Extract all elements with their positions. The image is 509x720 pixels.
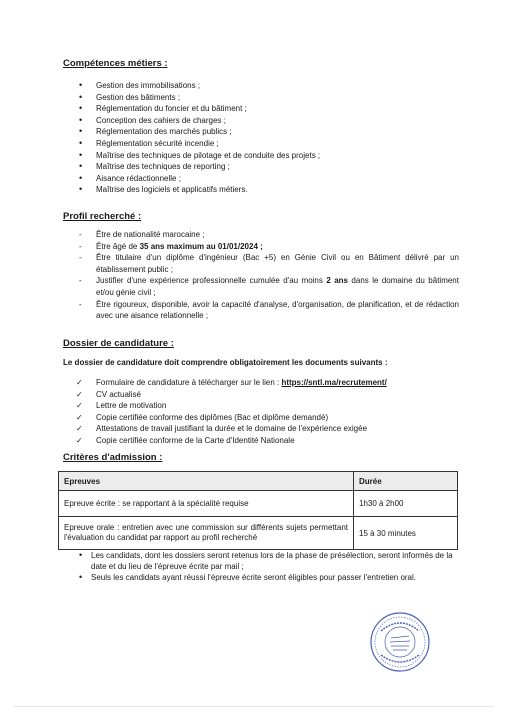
table-row [59, 491, 458, 517]
list-item: • Gestion des bâtiments ; [79, 92, 320, 104]
list-item: • Maîtrise des techniques de pilotage et de conduite des projets ; [79, 150, 320, 162]
list-item: - Être titulaire d'un diplôme d'ingénieur (Bac +5) en Génie Civil ou en Bâtiment délivré par un établissement public ; [79, 252, 459, 275]
table-row [59, 517, 458, 550]
table-header: Durée [354, 472, 458, 491]
competences-list [79, 80, 320, 196]
list-item: • Gestion des immobilisations ; [79, 80, 320, 92]
profil-title: Profil recherché : [63, 211, 142, 222]
dossier-list [76, 377, 456, 447]
list-item: - Être âgé de 35 ans maximum au 01/01/2024 ; [79, 241, 459, 253]
list-item: • Aisance rédactionnelle ; [79, 173, 320, 185]
table-cell: Epreuve orale : entretien avec une commission sur différents sujets permettant l'évaluation du candidat par rapport au profil recherché [59, 517, 354, 550]
list-item: ✓ CV actualisé [76, 389, 456, 401]
recruitment-link[interactable]: https://sntl.ma/recrutement/ [281, 378, 387, 387]
list-item: ✓ Copie certifiée conforme des diplômes (Bac et diplôme demandé) [76, 412, 456, 424]
table-header-row [59, 472, 458, 491]
list-item: • Réglementation du foncier et du bâtiment ; [79, 103, 320, 115]
list-item: - Être rigoureux, disponible, avoir la capacité d'analyse, d'organisation, de planification, et de rédaction avec une aisance relationnelle ; [79, 299, 459, 322]
list-item: • Maîtrise des techniques de reporting ; [79, 161, 320, 173]
table-header: Epreuves [59, 472, 354, 491]
list-item: - Être de nationalité marocaine ; [79, 229, 459, 241]
criteres-table [58, 471, 458, 550]
table-cell: 15 à 30 minutes [354, 517, 458, 550]
official-stamp-icon [369, 611, 431, 673]
list-item: • Maîtrise des logiciels et applicatifs métiers. [79, 184, 320, 196]
list-item: • Conception des cahiers de charges ; [79, 115, 320, 127]
criteres-notes [79, 550, 459, 583]
list-item: ✓ Formulaire de candidature à télécharger sur le lien : https://sntl.ma/recrutement/ [76, 377, 456, 389]
page-divider [14, 706, 494, 707]
list-item: - Justifier d'une expérience professionnelle cumulée d'au moins 2 ans dans le domaine du bâtiment et/ou génie civil ; [79, 275, 459, 298]
list-item: • Les candidats, dont les dossiers seront retenus lors de la phase de présélection, seront informés de la date et du lieu de l'épreuve écrite par mail ; [79, 550, 459, 572]
list-item: • Réglementation des marchés publics ; [79, 126, 320, 138]
list-item: ✓ Attestations de travail justifiant la durée et le domaine de l'expérience exigée [76, 423, 456, 435]
profil-list [79, 229, 459, 322]
dossier-title: Dossier de candidature : [63, 338, 174, 349]
list-item: • Seuls les candidats ayant réussi l'épreuve écrite seront éligibles pour passer l'entretien oral. [79, 572, 459, 583]
table-cell: 1h30 à 2h00 [354, 491, 458, 517]
table-cell: Epreuve écrite : se rapportant à la spécialité requise [59, 491, 354, 517]
list-item: ✓ Lettre de motivation [76, 400, 456, 412]
criteres-title: Critères d'admission : [63, 452, 163, 463]
list-item: • Réglementation sécurité incendie ; [79, 138, 320, 150]
list-item: ✓ Copie certifiée conforme de la Carte d'Identité Nationale [76, 435, 456, 447]
competences-title: Compétences métiers : [63, 58, 168, 69]
dossier-intro: Le dossier de candidature doit comprendre obligatoirement les documents suivants : [63, 358, 388, 367]
